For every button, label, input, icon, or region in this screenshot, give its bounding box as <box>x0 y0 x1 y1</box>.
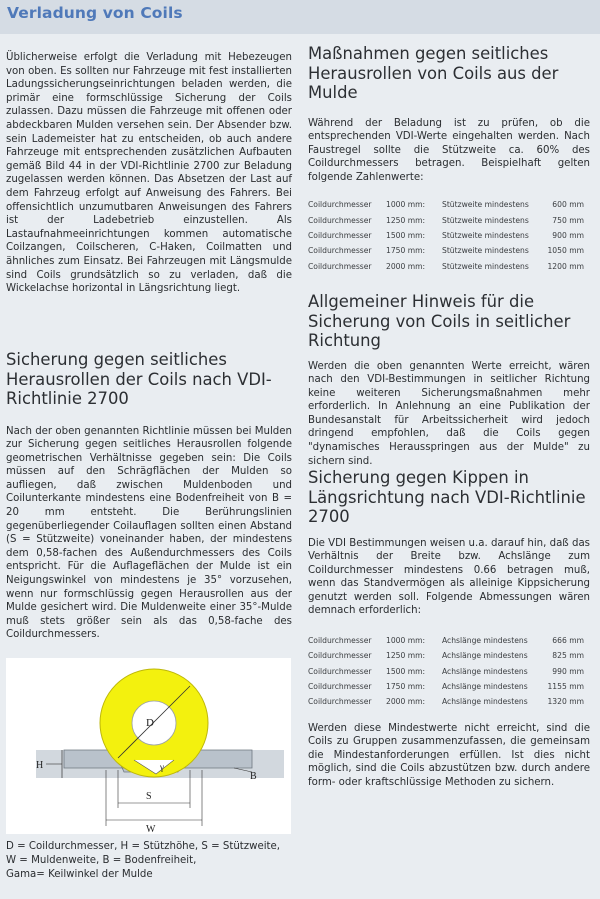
caption-line-2: W = Muldenweite, B = Bodenfreiheit, <box>6 855 197 866</box>
table-cell: Coildurchmesser <box>308 651 372 661</box>
table-cell: Coildurchmesser <box>308 200 372 210</box>
title-bar <box>0 0 600 34</box>
stuetzweite-row <box>308 243 584 258</box>
table-cell: 1250 mm: <box>386 651 426 661</box>
achslaenge-row <box>308 648 584 663</box>
table-cell: 750 mm <box>552 215 584 225</box>
table-cell: Coildurchmesser <box>308 666 372 676</box>
table-cell: Coildurchmesser <box>308 635 372 645</box>
table-cell: 1500 mm: <box>386 666 426 676</box>
table-cell: 1050 mm <box>547 246 584 256</box>
stuetzweite-table <box>308 197 584 273</box>
coil-diagram-svg <box>6 658 291 834</box>
stuetzweite-row <box>308 228 584 243</box>
section-body-closing: Werden diese Mindestwerte nicht erreicht, sind die Coils zu Gruppen zusammenzufassen, die gemeinsam die Mindestanforderungen erfüllen. Ist dies nicht möglich, sind die Coils abzustützen bzw. durch andere form- oder kraftschlüssige Methoden zu sichern. <box>308 722 590 788</box>
table-cell: Achslänge mindestens <box>442 681 528 691</box>
section-body-hinweis: Werden die oben genannten Werte erreicht, wären nach den VDI-Bestimmungen in seitlicher Richtung keine weiteren Sicherungsmaßnahmen mehr erforderlich. In Anlehnung an eine Publikation der Bundesanstalt für Arbeitssicherheit wird jedoch dringend empfohlen, daß die Coils gegen "dynamisches Herausspringen aus der Mulde" zu sichern sind. <box>308 360 590 467</box>
label-gamma: γ <box>160 762 164 772</box>
stuetzweite-row <box>308 213 584 228</box>
table-cell: 1155 mm <box>547 681 584 691</box>
table-cell: 990 mm <box>552 666 584 676</box>
section-heading-herausrollen: Sicherung gegen seitliches Herausrollen der Coils nach VDI-Richtlinie 2700 <box>6 350 272 408</box>
label-d: D <box>146 717 154 729</box>
left-intro <box>6 51 292 296</box>
coil-trough-diagram <box>6 658 291 834</box>
section-body-herausrollen: Nach der oben genannten Richtlinie müssen bei Mulden zur Sicherung gegen seitliches Herausrollen folgende geometrischen Verhältnisse gegeben sein: Die Coils müssen auf den Schrägflächen der Mulden so aufliegen, daß zwischen Muldenboden und Coilunterkante mindestens eine Bodenfreiheit von B = 20 mm entsteht. Die Berührungslinien gegenüberliegender Coilauflagen sollten einen Abstand (S = Stützweite) voneinander haben, der mindestens dem 0,58-fachen des Außendurchmessers des Coils entspricht. Für die Auflageflächen der Mulde ist ein Neigungswinkel von mindestens je 35° vorzusehen, wenn nur formschlüssig gegen Herausrollen aus der Mulde gesichert wird. Die Muldenweite einer 35°-Mulde muß stets größer sein als das 0,58-fache des Coildurchmessers. <box>6 425 292 641</box>
achslaenge-row <box>308 679 584 694</box>
right-section-kippen <box>308 468 590 790</box>
table-cell: Coildurchmesser <box>308 246 372 256</box>
table-cell: Stützweite mindestens <box>442 215 529 225</box>
table-cell: Achslänge mindestens <box>442 651 528 661</box>
achslaenge-row <box>308 633 584 648</box>
caption-line-3: Gama= Keilwinkel der Mulde <box>6 869 153 880</box>
table-cell: 600 mm <box>552 200 584 210</box>
right-section-massnahmen <box>308 44 590 274</box>
table-cell: Coildurchmesser <box>308 215 372 225</box>
achslaenge-table <box>308 633 584 709</box>
table-cell: Achslänge mindestens <box>442 666 528 676</box>
table-cell: 825 mm <box>552 651 584 661</box>
table-cell: 2000 mm: <box>386 697 426 707</box>
table-cell: 1750 mm: <box>386 246 426 256</box>
table-cell: 2000 mm: <box>386 261 426 271</box>
section-heading-kippen: Sicherung gegen Kippen in Längsrichtung nach VDI-Richtlinie 2700 <box>308 468 586 526</box>
table-cell: 1000 mm: <box>386 200 426 210</box>
achslaenge-row <box>308 694 584 709</box>
label-b: B <box>250 771 257 782</box>
table-cell: Stützweite mindestens <box>442 230 529 240</box>
table-cell: Stützweite mindestens <box>442 246 529 256</box>
stuetzweite-row <box>308 197 584 212</box>
table-cell: 1320 mm <box>547 697 584 707</box>
table-cell: 666 mm <box>552 635 584 645</box>
table-cell: 1500 mm: <box>386 230 426 240</box>
table-cell: 1750 mm: <box>386 681 426 691</box>
label-w: W <box>146 824 156 834</box>
table-cell: Achslänge mindestens <box>442 697 528 707</box>
table-cell: Coildurchmesser <box>308 681 372 691</box>
left-section-vdi <box>6 350 292 642</box>
achslaenge-row <box>308 664 584 679</box>
caption-line-1: D = Coildurchmesser, H = Stützhöhe, S = Stützweite, <box>6 841 281 852</box>
table-cell: Stützweite mindestens <box>442 200 529 210</box>
label-h: H <box>36 760 44 771</box>
section-body-massnahmen: Während der Beladung ist zu prüfen, ob die entsprechenden VDI-Werte eingehalten werden. Nach Faustregel sollte die Stützweite ca. 60% des Coildurchmessers betragen. Beispielhaft gelten folgende Zahlenwerte: <box>308 117 590 183</box>
section-heading-hinweis: Allgemeiner Hinweis für die Sicherung von Coils in seitlicher Richtung <box>308 292 571 350</box>
table-cell: 900 mm <box>552 230 584 240</box>
page-title: Verladung von Coils <box>7 4 183 22</box>
section-body-kippen: Die VDI Bestimmungen weisen u.a. darauf hin, daß das Verhältnis der Breite bzw. Achslänge zum Coildurchmesser mindestens 0.66 betragen muß, wenn das Standvermögen als alleinige Kippsicherung genutzt werden soll. Folgende Abmessungen wären demnach erforderlich: <box>308 537 590 617</box>
table-cell: 1250 mm: <box>386 215 426 225</box>
diagram-caption <box>6 840 296 882</box>
table-cell: 1200 mm <box>547 261 584 271</box>
coil-inner <box>132 701 176 745</box>
table-cell: 1000 mm: <box>386 635 426 645</box>
table-cell: Coildurchmesser <box>308 697 372 707</box>
stuetzweite-row <box>308 259 584 274</box>
table-cell: Coildurchmesser <box>308 261 372 271</box>
intro-paragraph: Üblicherweise erfolgt die Verladung mit Hebezeugen von oben. Es sollten nur Fahrzeuge mit fest installierten Ladungssicherungseinrichtungen beladen werden, die primär eine formschlüssige Sicherung der Coils zulassen. Dazu müssen die Fahrzeuge mit offenen oder abdeckbaren Mulden versehen sein. Der Absender bzw. sein Lademeister hat zu entscheiden, ob auch andere Fahrzeuge mit entsprechenden zusätzlichen Aufbauten gemäß Bild 44 in der VDI-Richtlinie 2700 zur Beladung zugelassen werden können. Das Absetzen der Last auf dem Fahrzeug erfolgt auf Anweisung des Fahrers. Bei offensichtlich unzumutbaren Anweisungen des Fahrers ist der Ladebetrieb einzustellen. Als Lastaufnahmeeinrichtungen kommen automatische Coilzangen, Coilscheren, C-Haken, Coilmatten und ähnliches zum Einsatz. Bei Fahrzeugen mit Längsmulde sind Coils grundsätzlich so zu verladen, daß die Wickelachse horizontal in Längsrichtung liegt. <box>6 52 292 295</box>
table-cell: Stützweite mindestens <box>442 261 529 271</box>
section-heading-massnahmen: Maßnahmen gegen seitliches Herausrollen von Coils aus der Mulde <box>308 44 559 102</box>
right-section-hinweis <box>308 292 590 468</box>
table-cell: Achslänge mindestens <box>442 635 528 645</box>
label-s: S <box>146 791 152 802</box>
table-cell: Coildurchmesser <box>308 230 372 240</box>
